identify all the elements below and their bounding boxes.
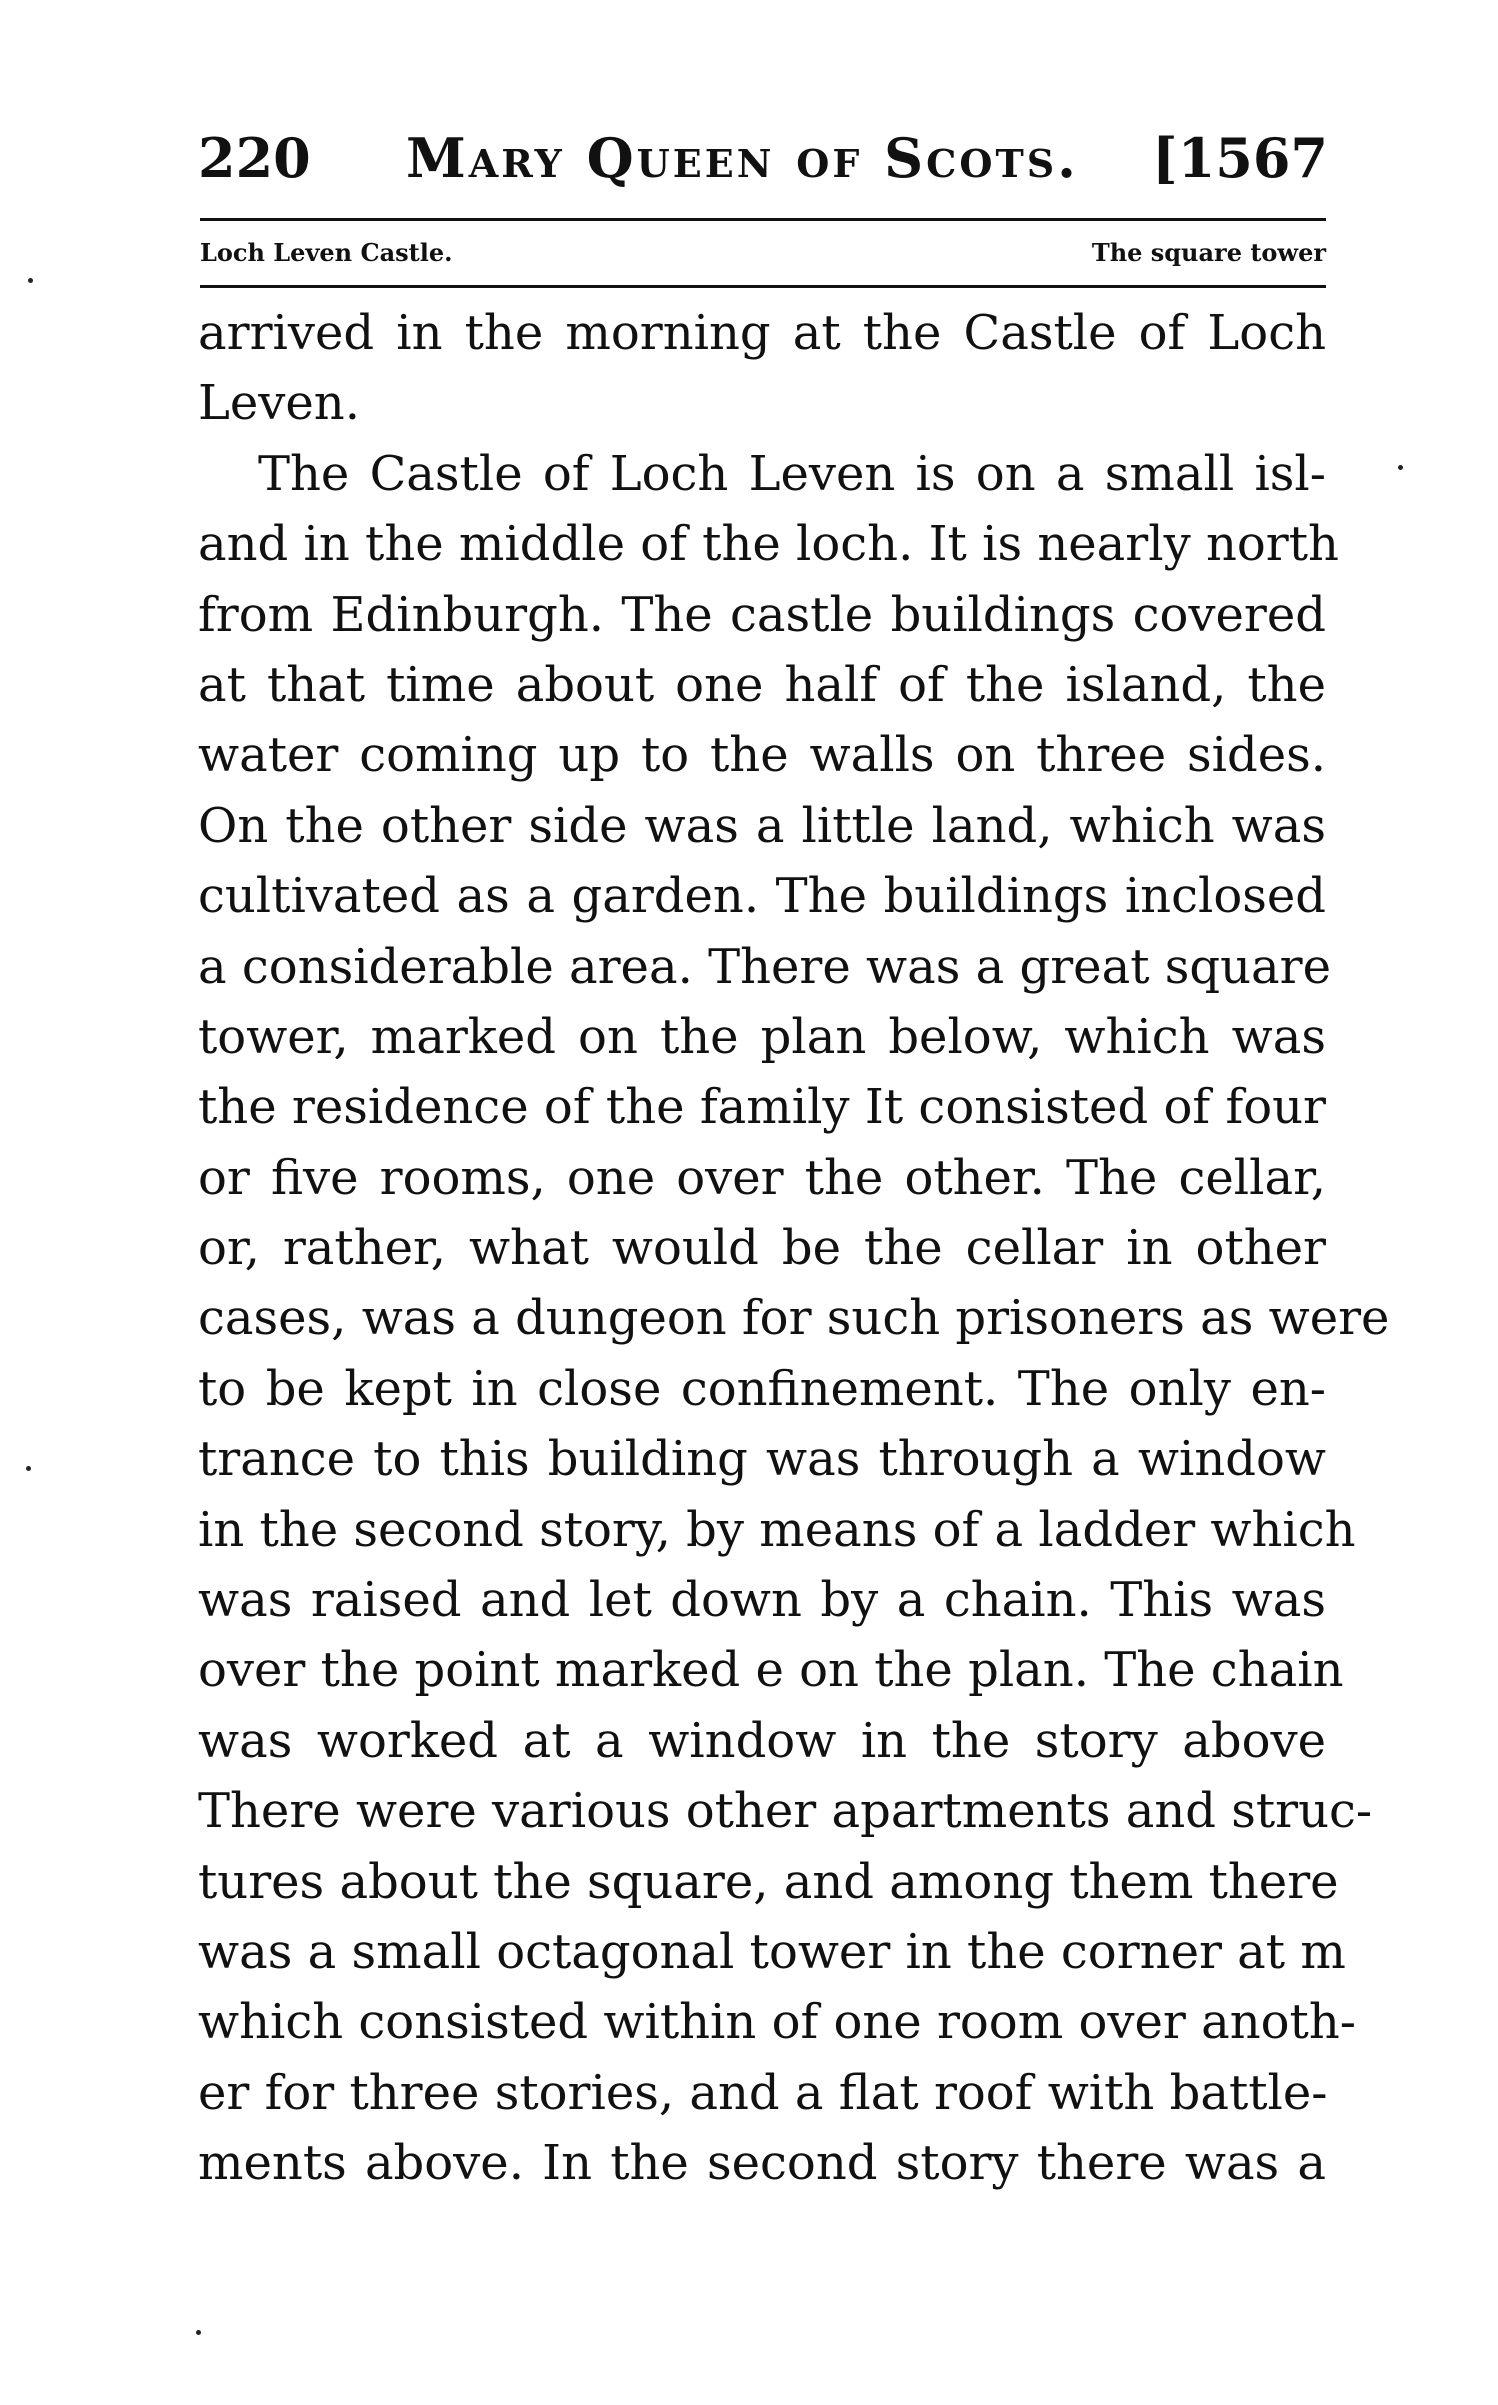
scan-speck <box>196 2330 201 2335</box>
text-line: tower, marked on the plan below, which was <box>198 1008 1326 1065</box>
text-line: cases, was a dungeon for such prisoners as were <box>198 1290 1390 1347</box>
marginal-note-right: The square tower <box>1091 238 1326 267</box>
text-line: Leven. <box>198 375 360 432</box>
text-line: at that time about one half of the island, the <box>198 656 1326 713</box>
text-line: ments above. In the second story there was a <box>198 2135 1326 2192</box>
text-line: er for three stories, and a flat roof with battle- <box>198 2064 1328 2121</box>
text-line: was raised and let down by a chain. This was <box>198 1572 1326 1629</box>
text-line: from Edinburgh. The castle buildings covered <box>198 586 1326 643</box>
text-line: tures about the square, and among them there <box>198 1853 1339 1910</box>
text-line: or, rather, what would be the cellar in other <box>198 1220 1326 1277</box>
text-line: or five rooms, one over the other. The cellar, <box>198 1149 1326 1206</box>
marginal-note-left: Loch Leven Castle. <box>200 238 453 267</box>
book-title: Mary Queen of Scots. <box>406 126 1079 190</box>
year-marker: [1567 <box>1152 126 1328 190</box>
text-line: On the other side was a little land, which was <box>198 797 1326 854</box>
scan-speck <box>28 278 33 283</box>
text-line: was a small octagonal tower in the corner at m <box>198 1923 1346 1980</box>
text-line: over the point marked e on the plan. The chain <box>198 1642 1344 1699</box>
body-text <box>198 298 1390 2199</box>
text-line: arrived in the morning at the Castle of Loch <box>198 305 1326 361</box>
header-rule-top <box>200 218 1326 221</box>
text-line: cultivated as a garden. The buildings inclosed <box>198 868 1326 925</box>
scan-speck <box>26 1466 31 1471</box>
page-number: 220 <box>198 126 311 190</box>
text-line: the residence of the family It consisted of four <box>198 1079 1326 1136</box>
text-line: water coming up to the walls on three sides. <box>198 727 1326 784</box>
header-rule-bottom <box>200 285 1326 288</box>
text-line: which consisted within of one room over anoth- <box>198 1994 1356 2051</box>
text-line: trance to this building was through a window <box>198 1431 1326 1488</box>
text-line: a considerable area. There was a great square <box>198 938 1331 995</box>
text-line: was worked at a window in the story above <box>198 1712 1326 1769</box>
text-line: to be kept in close confinement. The only en- <box>198 1360 1326 1417</box>
scan-speck <box>1398 465 1403 470</box>
running-head <box>198 118 1328 198</box>
text-line: The Castle of Loch Leven is on a small isl- <box>258 445 1326 502</box>
text-line: There were various other apartments and struc- <box>198 1783 1373 1840</box>
text-line: in the second story, by means of a ladder which <box>198 1501 1356 1558</box>
text-line: and in the middle of the loch. It is nearly north <box>198 516 1339 573</box>
